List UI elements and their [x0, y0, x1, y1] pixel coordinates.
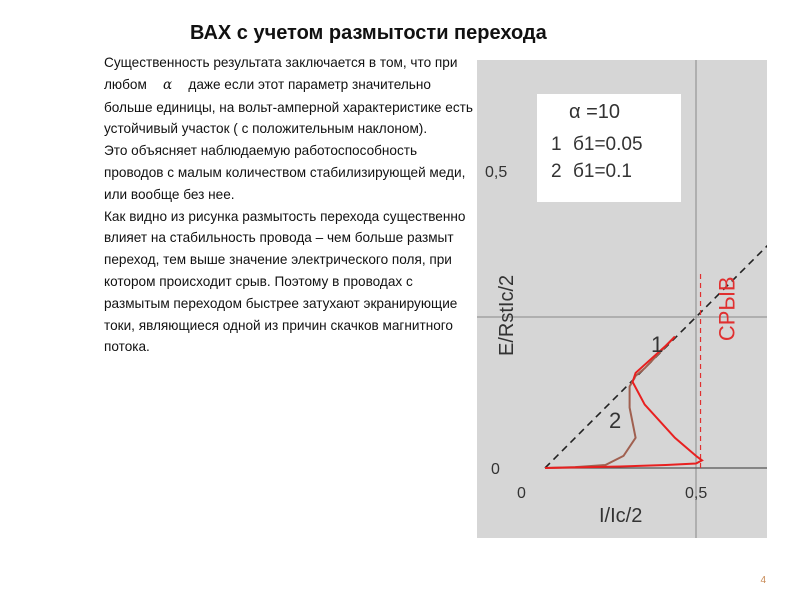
y-tick-0: 0 [491, 461, 500, 478]
paragraph-1-start: Существенность результата заключается в том, что при любом [104, 55, 458, 92]
y-axis-label: E/RstIc/2 [496, 274, 518, 356]
paragraph-3: Как видно из рисунка размытость перехода существенно влияет на стабильность провода – чем больше размыт переход, тем выше значение электрического поля, при котором происходит срыв. Поэтому в проводах с размытым переходом быстрее затухают экранирующие токи, являющиеся одной из причин скачков магнитного потока. [104, 208, 466, 355]
x-axis-label: I/Ic/2 [599, 505, 643, 527]
sryv-label: СРЫВ [714, 276, 740, 342]
curve-label-2: 2 [609, 408, 622, 433]
body-text [104, 52, 474, 358]
paragraph-1-end: даже если этот параметр значительно больше единицы, на вольт-амперной характеристике есть устойчивый участок ( с положительным наклоном). [104, 76, 473, 137]
legend-alpha: α =10 [569, 101, 621, 123]
paragraph-1 [104, 52, 474, 140]
x-tick-0: 0 [517, 485, 526, 502]
vax-chart [477, 60, 767, 538]
alpha-symbol-inline: α [163, 76, 173, 93]
y-tick-05: 0,5 [485, 164, 508, 181]
slide-title: ВАХ с учетом размытости перехода [190, 22, 547, 44]
legend-entry-2-num: 2 [551, 161, 562, 182]
x-tick-05: 0,5 [685, 485, 708, 502]
page-number: 4 [760, 575, 766, 586]
legend-entry-1-text: б1=0.05 [573, 134, 643, 155]
legend-entry-2-text: б1=0.1 [573, 161, 632, 182]
legend-entry-1-num: 1 [551, 134, 562, 155]
curve-1 [545, 337, 702, 468]
paragraph-2: Это объясняет наблюдаемую работоспособность проводов с малым количеством стабилизирующей меди, или вообще без нее. [104, 143, 466, 202]
curve-label-1: 1 [651, 332, 664, 357]
